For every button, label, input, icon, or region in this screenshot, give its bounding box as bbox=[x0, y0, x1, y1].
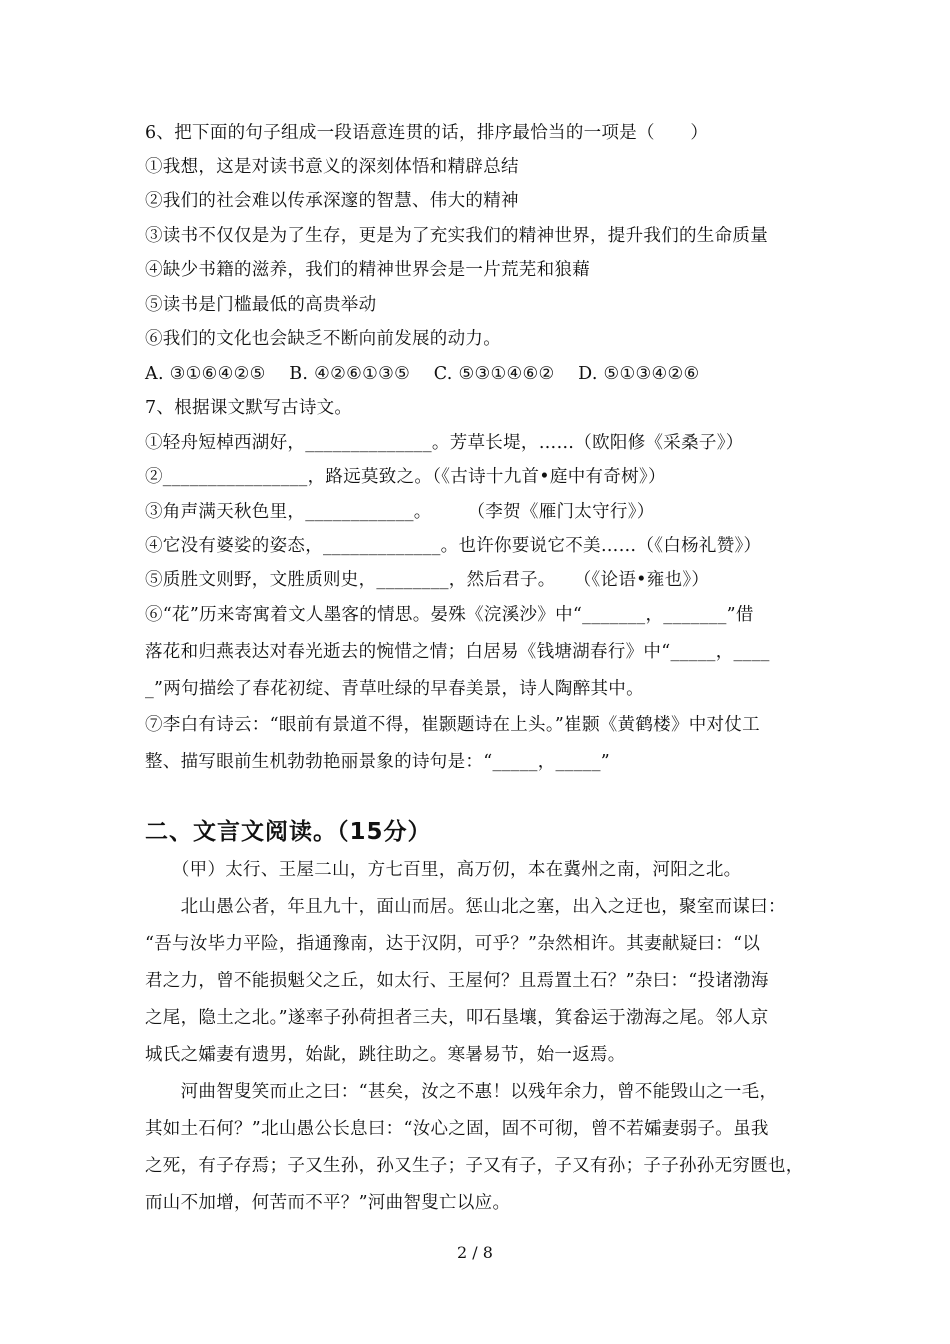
q6-sentence-2: ②我们的社会难以传承深邃的智慧、伟大的精神 bbox=[145, 191, 519, 211]
q7-item-3: ③角声满天秋色里，____________。 （李贺《雁门太守行》） bbox=[145, 502, 655, 522]
q7-item-5: ⑤质胜文则野，文胜质则史，________，然后君子。 （《论语•雍也》） bbox=[145, 570, 710, 590]
q7-item-2: ②________________，路远莫致之。（《古诗十九首•庭中有奇树》） bbox=[145, 467, 666, 487]
q6-sentence-1: ①我想，这是对读书意义的深刻体悟和精辟总结 bbox=[145, 157, 519, 177]
passage-line-3: “吾与汝毕力平险，指通豫南，达于汉阴，可乎？”杂然相许。其妻献疑曰：“以 bbox=[145, 934, 761, 954]
q6-sentence-6: ⑥我们的文化也会缺乏不断向前发展的动力。 bbox=[145, 329, 501, 349]
page-number: 2 / 8 bbox=[457, 1243, 493, 1262]
passage-line-9: 之死，有子存焉；子又生孙，孙又生子；子又有子，子又有孙；子子孙孙无穷匮也， bbox=[145, 1156, 804, 1176]
passage-line-1: （甲）太行、王屋二山，方七百里，高万仞，本在冀州之南，河阳之北。 bbox=[145, 860, 742, 880]
q7-item-6-line-2: 落花和归燕表达对春光逝去的惋惜之情；白居易《钱塘湖春行》中“_____，____ bbox=[145, 642, 770, 662]
q7-item-6-line-1: ⑥“花”历来寄寓着文人墨客的情思。晏殊《浣溪沙》中“_______，_______”借 bbox=[145, 605, 754, 625]
passage-line-2: 北山愚公者，年且九十，面山而居。惩山北之塞，出入之迂也，聚室而谋曰： bbox=[145, 897, 786, 917]
passage-line-6: 城氏之孀妻有遗男，始龀，跳往助之。寒暑易节，始一返焉。 bbox=[145, 1045, 626, 1065]
q7-item-4: ④它没有婆娑的姿态，_____________。也许你要说它不美……（《白杨礼赞》） bbox=[145, 536, 762, 556]
passage-line-7: 河曲智叟笑而止之曰：“甚矣，汝之不惠！以残年余力，曾不能毁山之一毛， bbox=[145, 1082, 778, 1102]
q7-item-7-line-2: 整、描写眼前生机勃勃艳丽景象的诗句是：“_____，_____” bbox=[145, 752, 610, 772]
question-7-stem: 7、根据课文默写古诗文。 bbox=[145, 398, 353, 418]
q7-item-1: ①轻舟短棹西湖好，______________。芳草长堤，……（欧阳修《采桑子》） bbox=[145, 433, 744, 453]
q6-sentence-3: ③读书不仅仅是为了生存，更是为了充实我们的精神世界，提升我们的生命质量 bbox=[145, 226, 768, 246]
passage-line-10: 而山不加增，何苦而不平？”河曲智叟亡以应。 bbox=[145, 1193, 511, 1213]
passage-line-5: 之尾，隐土之北。”遂率子孙荷担者三夫，叩石垦壤，箕畚运于渤海之尾。邻人京 bbox=[145, 1008, 769, 1028]
q6-sentence-5: ⑤读书是门槛最低的高贵举动 bbox=[145, 295, 377, 315]
section-2-heading: 二、文言文阅读。（15分） bbox=[145, 819, 432, 845]
q6-options: A. ③①⑥④②⑤ B. ④②⑥①③⑤ C. ⑤③①④⑥② D. ⑤①③④②⑥ bbox=[145, 364, 700, 384]
q6-sentence-4: ④缺少书籍的滋养，我们的精神世界会是一片荒芜和狼藉 bbox=[145, 260, 590, 280]
q7-item-6-line-3: _”两句描绘了春花初绽、青草吐绿的早春美景，诗人陶醉其中。 bbox=[145, 679, 644, 699]
passage-line-8: 其如土石何？”北山愚公长息曰：“汝心之固，固不可彻，曾不若孀妻弱子。虽我 bbox=[145, 1119, 769, 1139]
q7-item-7-line-1: ⑦李白有诗云：“眼前有景道不得，崔颢题诗在上头。”崔颢《黄鹤楼》中对仗工 bbox=[145, 715, 760, 735]
passage-line-4: 君之力，曾不能损魁父之丘，如太行、王屋何？且焉置土石？”杂曰：“投诸渤海 bbox=[145, 971, 769, 991]
question-6-stem: 6、把下面的句子组成一段语意连贯的话，排序最恰当的一项是（ ） bbox=[145, 123, 709, 143]
